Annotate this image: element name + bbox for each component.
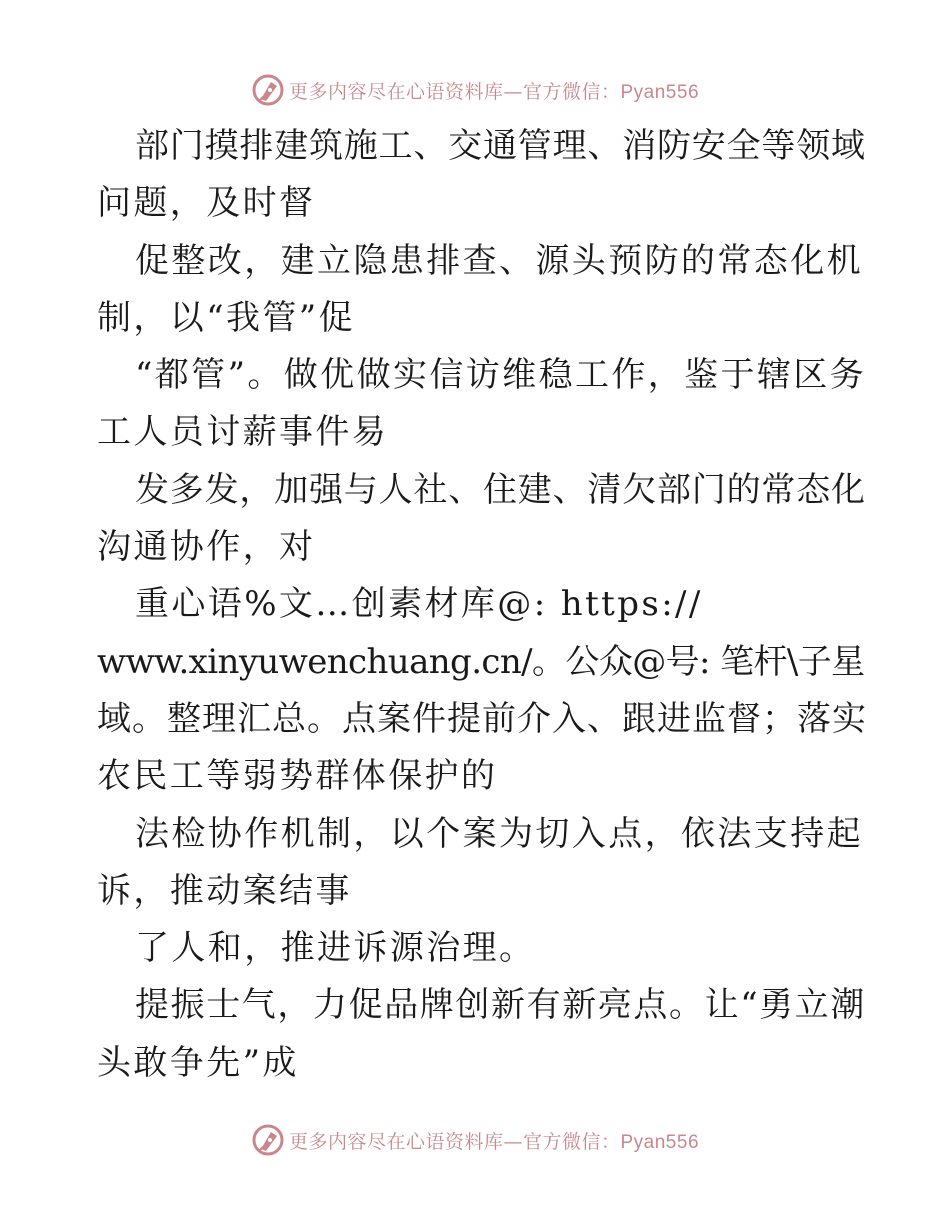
wechat-id: Pyan556 <box>620 1131 700 1153</box>
header-banner <box>0 70 950 110</box>
text-line: 沟通协作，对 <box>97 527 316 568</box>
text-line: 制，以“我管”促 <box>97 297 355 338</box>
text-line: 头敢争先”成 <box>97 1042 299 1083</box>
text-line: 农民工等弱势群体保护的 <box>97 756 498 797</box>
text-line: 提振士气，力促品牌创新有新亮点。让“勇立潮 <box>135 985 866 1026</box>
text-line: “都管”。做优做实信访维稳工作，鉴于辖区务 <box>135 355 867 396</box>
text-line: 了人和，推进诉源治理。 <box>135 928 536 969</box>
footer-banner <box>0 1120 950 1160</box>
fountain-pen-nib-icon <box>251 1123 285 1157</box>
text-line: 重心语%文…创素材库@: https:// <box>135 584 703 625</box>
wechat-id: Pyan556 <box>620 81 700 103</box>
text-line: 诉，推动案结事 <box>97 870 352 911</box>
text-line: 工人员讨薪事件易 <box>97 412 389 453</box>
banner-text: 更多内容尽在心语资料库—官方微信：Pyan556 <box>288 1130 700 1153</box>
text-line: 域。整理汇总。点案件提前介入、跟进监督；落实 <box>97 698 867 739</box>
banner-text: 更多内容尽在心语资料库—官方微信：Pyan556 <box>288 80 700 103</box>
document-body <box>97 118 867 1092</box>
text-line: 法检协作机制，以个案为切入点，依法支持起 <box>135 813 863 854</box>
text-line: www.xinyuwenchuang.cn/。公众@号: 笔杆\子星 <box>97 641 865 682</box>
text-line: 部门摸排建筑施工、交通管理、消防安全等领域 <box>135 126 866 166</box>
fountain-pen-nib-icon <box>251 73 285 107</box>
text-line: 问题，及时督 <box>97 183 316 224</box>
text-line: 发多发，加强与人社、住建、清欠部门的常态化 <box>135 469 866 510</box>
text-line: 促整改，建立隐患排查、源头预防的常态化机 <box>135 240 863 281</box>
